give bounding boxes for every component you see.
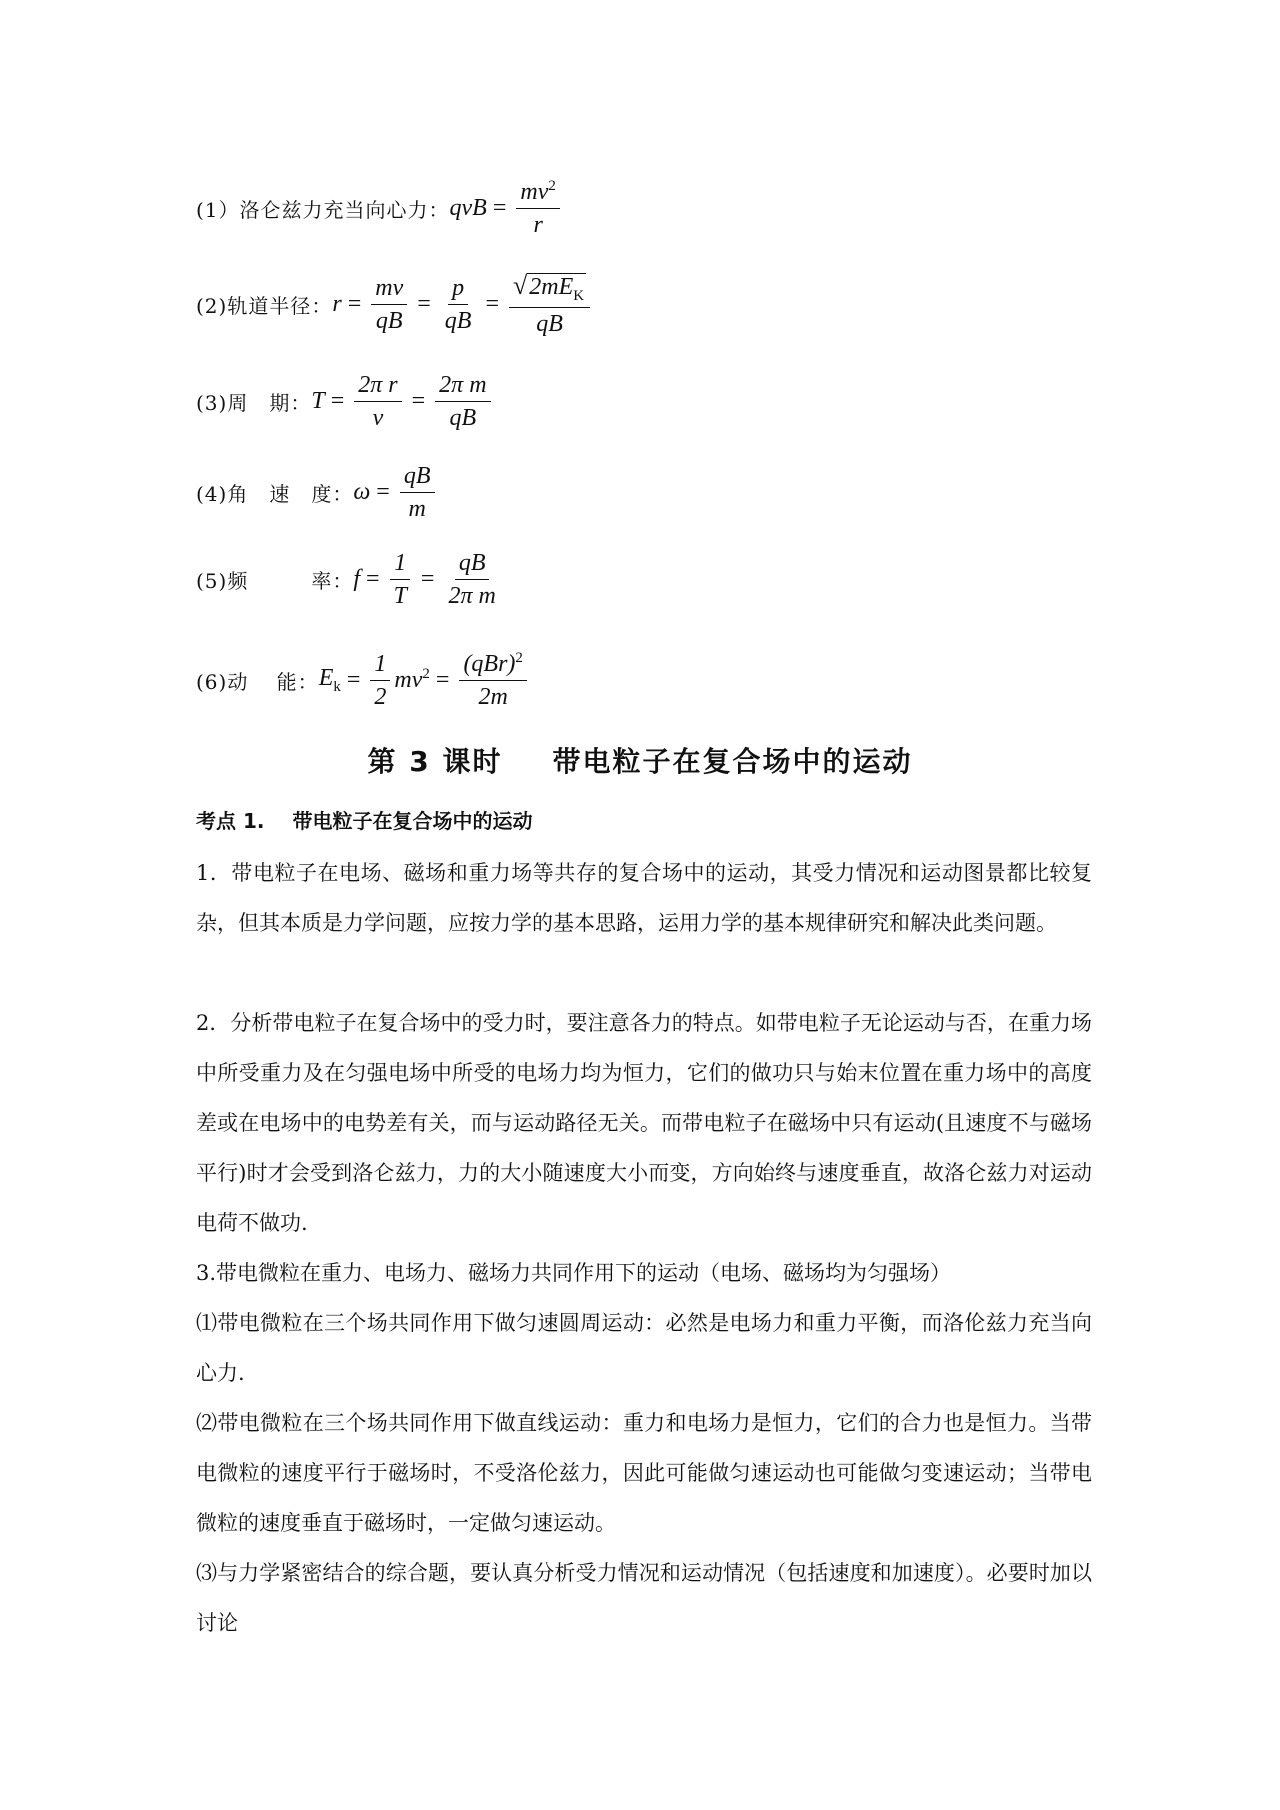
numerator: mv: [371, 275, 407, 305]
formula-label: (4)角 速 度：: [196, 482, 354, 507]
equals-sign: =: [485, 291, 499, 318]
superscript: 2: [548, 178, 556, 194]
numerator: 2π r: [354, 372, 401, 402]
lesson-title: [0, 740, 1280, 780]
formula-kinetic-energy: [196, 650, 531, 711]
numerator: qB: [455, 550, 490, 580]
formula-label: (2)轨道半径：: [196, 294, 333, 319]
denominator: 2m: [478, 684, 508, 711]
numerator: mv: [520, 179, 549, 205]
radicand: 2mE: [529, 274, 574, 300]
formula-orbit-radius: [196, 272, 594, 338]
fraction: [400, 463, 435, 523]
denominator: r: [533, 212, 543, 239]
formula-lorentz-centripetal: [196, 178, 564, 239]
numerator: p: [448, 275, 468, 305]
fraction: [435, 372, 490, 432]
formula-lhs: r: [332, 291, 342, 318]
numerator: [509, 272, 590, 308]
denominator: m: [408, 496, 426, 523]
equals-sign: =: [420, 566, 435, 593]
formula-lhs: qvB: [449, 194, 487, 221]
formula-term: $mv^2$: [394, 666, 430, 694]
denominator: qB: [444, 308, 472, 335]
equals-sign: =: [376, 479, 390, 506]
formula-period: [196, 372, 495, 432]
fraction: [509, 272, 590, 338]
paragraph-1: 1．带电粒子在电场、磁场和重力场等共存的复合场中的运动，其受力情况和运动图景都比较复杂，但其本质是力学问题，应按力学的基本思路，运用力学的基本规律研究和解决此类问题。: [196, 861, 1092, 935]
formula-angular-velocity: [196, 463, 439, 523]
denominator: 2π m: [448, 583, 496, 610]
fraction: [516, 178, 559, 239]
lesson-topic: 带电粒子在复合场中的运动: [552, 745, 913, 778]
equals-sign: =: [330, 388, 345, 415]
paragraph-6: ⑶与力学紧密结合的综合题，要认真分析受力情况和运动情况（包括速度和加速度）。必要时加以讨论: [196, 1561, 1092, 1635]
fraction: [354, 372, 401, 432]
formula-label: (3)周 期：: [196, 391, 312, 416]
equals-sign: =: [346, 666, 361, 693]
denominator: 2: [374, 683, 387, 710]
section-text: 带电粒子在复合场中的运动: [292, 809, 533, 833]
formula-lhs: $E_k$: [318, 664, 341, 695]
fraction: [390, 550, 411, 610]
equals-sign: =: [435, 666, 450, 693]
denominator: qB: [449, 405, 477, 432]
section-heading: [196, 805, 532, 834]
fraction: [441, 275, 476, 335]
numerator: 1: [390, 550, 410, 580]
paragraph-2: 2．分析带电粒子在复合场中的受力时，要注意各力的特点。如带电粒子无论运动与否，在重力场中所受重力及在匀强电场中所受的电场力均为恒力，它们的做功只与始末位置在重力场中的高度差或在电场中的电势差有关，而与运动路径无关。而带电粒子在磁场中只有运动(且速度不与磁场平行)时才会受到洛仑兹力，力的大小随速度大小而变，方向始终与速度垂直，故洛仑兹力对运动电荷不做功.: [196, 1011, 1092, 1235]
subscript: K: [573, 287, 585, 304]
formula-label: (6)动 能：: [196, 669, 319, 694]
denominator: qB: [536, 311, 563, 338]
formula-lhs: T: [311, 388, 325, 415]
lesson-number: 第 3 课时: [367, 745, 503, 778]
numerator: (qBr)$^2$: [459, 650, 526, 681]
equals-sign: =: [411, 388, 426, 415]
formula-label: (1）洛仑兹力充当向心力：: [196, 197, 450, 222]
numerator: 2π m: [435, 372, 490, 402]
equals-sign: =: [366, 566, 380, 593]
equals-sign: =: [417, 291, 431, 318]
paragraph-3: 3.带电微粒在重力、电场力、磁场力共同作用下的运动（电场、磁场均为匀强场）: [196, 1261, 952, 1285]
subscript: k: [333, 678, 341, 695]
fraction: [371, 275, 407, 335]
numerator: 1: [370, 651, 390, 681]
sqrt-sign: √: [512, 271, 528, 300]
section-label: 考点 1.: [196, 809, 265, 833]
denominator: v: [372, 405, 384, 432]
numerator: qB: [400, 463, 435, 493]
formula-lhs: f: [353, 566, 361, 593]
superscript: 2: [422, 666, 430, 683]
fraction: [444, 550, 499, 610]
formula-frequency: [196, 550, 504, 610]
paragraph-4: ⑴带电微粒在三个场共同作用下做匀速圆周运动：必然是电场力和重力平衡，而洛伦兹力充当向心力.: [196, 1311, 1092, 1385]
formula-lhs: ω: [353, 479, 371, 506]
equals-sign: =: [347, 291, 362, 318]
equals-sign: =: [492, 194, 507, 221]
formula-label: (5)频 率：: [196, 569, 354, 594]
paragraph-5: ⑵带电微粒在三个场共同作用下做直线运动：重力和电场力是恒力，它们的合力也是恒力。当带电微粒的速度平行于磁场时，不受洛伦兹力，因此可能做匀速运动也可能做匀变速运动；当带电微粒的速度垂直于磁场时，一定做匀速运动。: [196, 1411, 1092, 1535]
denominator: T: [393, 583, 407, 610]
fraction: [459, 650, 526, 711]
superscript: 2: [515, 650, 523, 666]
fraction: [370, 651, 390, 711]
denominator: qB: [375, 308, 403, 335]
